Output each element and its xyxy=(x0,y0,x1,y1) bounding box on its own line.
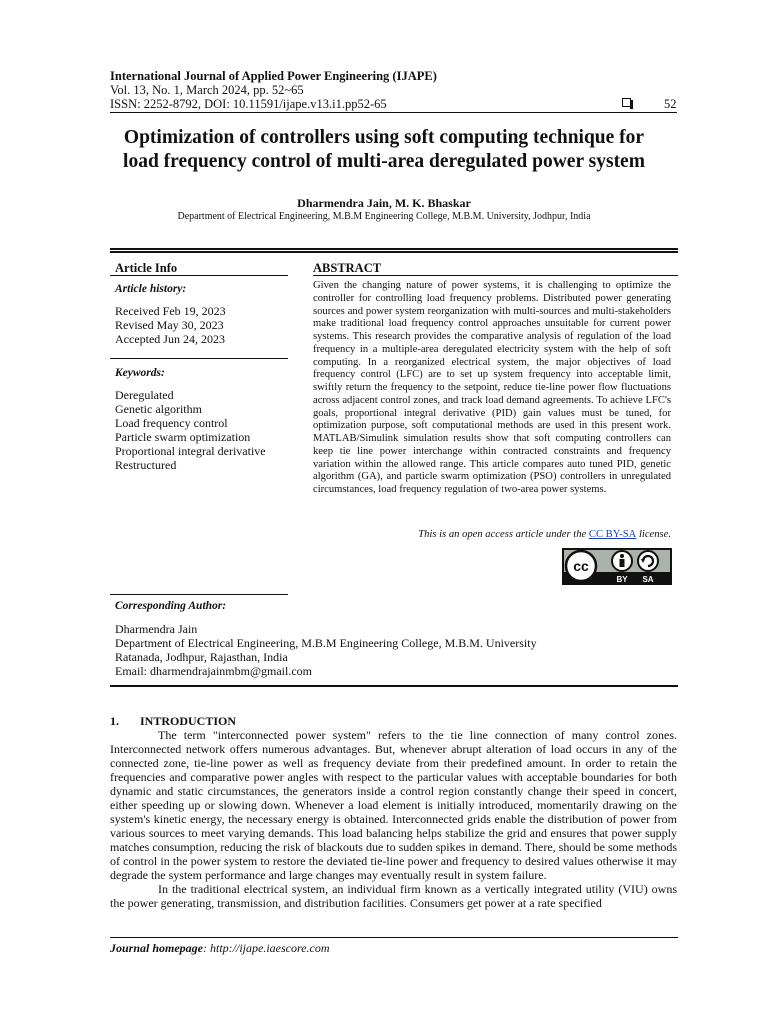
section-rule-bottom xyxy=(110,685,678,687)
introduction-body xyxy=(110,728,677,910)
intro-paragraph-1: The term "interconnected power system" refers to the tie line connection of many control zones. Interconnected network offers numerous advantages. But, whenever abrupt alteration of load occurs in any of the connected zone, tie-line power as well as frequency deviate from their predefined amount. In order to retain the frequencies and comparative power angles with respect to the particular values with acceptable boundaries for both dynamic and static circumstances, the generators inside a control region constantly change their speed in concert, either speeding up or slowing down. Whenever a load element is initially introduced, momentarily drawing on the system's kinetic energy, the necessary energy is obtained. Interconnected grids enable the distribution of power from various sources to meet varying demands. This load balancing helps stabilize the grid and ensures that power supply matches consumption, reducing the risk of blackouts due to sudden spikes in demand. There, should be some methods of control in the power system to restore the deviated tie-line power and frequency to desired values otherwise it may degrade the system performance and large changes may eventually result in system failure. xyxy=(110,728,678,882)
badge-by-label: BY xyxy=(616,575,628,584)
history-accepted: Accepted Jun 24, 2023 xyxy=(115,332,225,346)
section-rule-top xyxy=(110,248,678,250)
keywords-list xyxy=(115,388,266,472)
keyword-item: Particle swarm optimization xyxy=(115,430,251,444)
corresponding-details xyxy=(115,622,537,678)
title-line-2: load frequency control of multi-area deregulated power system xyxy=(123,151,645,172)
open-access-suffix: license. xyxy=(638,529,671,540)
abstract-rule xyxy=(313,275,678,276)
header-rule xyxy=(110,112,677,113)
paper-title xyxy=(60,126,708,174)
keyword-item: Deregulated xyxy=(115,388,174,402)
abstract-text: Given the changing nature of power systems, it is challenging to optimize the controller for controlling load frequency problems. Distributed power generating sources and power system reorganization with multi-sources and multi-stakeholders make traditional load frequency control approaches unsuitable for current power systems. This research provides the comparative analysis of regulation of the load frequency in a multiple-area deregulated electricity system with the help of soft computing. In a reorganized electrical system, the major objectives of load frequency control (LFC) are to set up system frequency into acceptable limit, swiftly return the frequency to the setpoint, reduce tie-line power flow fluctuations across adjacent control zones, and track load demand agreements. To achieve LFC's goals, proportional integral derivative (PID) gain values must be tuned, for optimization purpose, soft computational methods are used in this present work. MATLAB/Simulink simulation results show that soft computing controllers can keep tie line power interchange within contracted constraints and frequency variation within the allowed range. This article compares auto tuned PID, genetic algorithm (GA), and particle swarm optimization (PSO) controllers in unregulated circumstances, load frequency regulation of two-area power systems. xyxy=(313,280,671,495)
svg-text:cc: cc xyxy=(573,558,589,574)
footer-url[interactable]: : http://ijape.iaescore.com xyxy=(203,941,330,955)
keyword-item: Genetic algorithm xyxy=(115,402,202,416)
history-received: Received Feb 19, 2023 xyxy=(115,304,226,318)
volume-info: Vol. 13, No. 1, March 2024, pp. 52~65 xyxy=(110,83,304,97)
corresponding-name: Dharmendra Jain xyxy=(115,622,198,636)
introduction-heading: 1. INTRODUCTION xyxy=(110,714,237,728)
corresponding-heading: Corresponding Author: xyxy=(115,600,227,612)
issn-doi: ISSN: 2252-8792, DOI: 10.11591/ijape.v13.i1.pp52-65 xyxy=(110,97,387,111)
section-rule-top-2 xyxy=(110,251,678,253)
page-number: 52 xyxy=(664,97,677,111)
intro-paragraph-2: In the traditional electrical system, an individual firm known as a vertically integrated utility (VIU) owns the power generating, transmission, and distribution facilities. Consumers get power at a rate specified xyxy=(110,882,677,910)
corresponding-rule xyxy=(110,594,288,595)
footer-label: Journal homepage xyxy=(110,941,204,955)
license-link[interactable]: CC BY-SA xyxy=(588,529,637,540)
article-info-heading: Article Info xyxy=(115,261,178,275)
history-revised: Revised May 30, 2023 xyxy=(115,318,224,332)
badge-sa-label: SA xyxy=(642,575,654,584)
corresponding-email: Email: dharmendrajainmbm@gmail.com xyxy=(115,664,312,678)
article-info-rule xyxy=(110,275,288,276)
cc-badge-icon xyxy=(562,548,672,585)
cc-by-sa-badge[interactable] xyxy=(562,548,672,585)
authors: Dharmendra Jain, M. K. Bhaskar xyxy=(297,196,471,210)
corresponding-address: Ratanada, Jodhpur, Rajasthan, India xyxy=(115,650,288,664)
open-access-note xyxy=(313,529,671,540)
affiliation: Department of Electrical Engineering, M.B.M Engineering College, M.B.M. University, Jodhpur, India xyxy=(177,211,591,222)
keyword-item: Proportional integral derivative xyxy=(115,444,266,458)
journal-name: International Journal of Applied Power Engineering (IJAPE) xyxy=(110,69,437,83)
history-rule xyxy=(110,358,288,359)
title-line-1: Optimization of controllers using soft computing technique for xyxy=(123,127,645,148)
keyword-item: Load frequency control xyxy=(115,416,228,430)
history-heading: Article history: xyxy=(115,283,187,295)
abstract-heading: ABSTRACT xyxy=(313,261,382,275)
journal-homepage xyxy=(110,941,330,956)
footer-rule xyxy=(110,937,678,938)
keyword-item: Restructured xyxy=(115,458,177,472)
open-access-prefix: This is an open access article under the xyxy=(418,529,587,540)
keywords-heading: Keywords: xyxy=(115,367,165,379)
corresponding-dept: Department of Electrical Engineering, M.B.M Engineering College, M.B.M. University xyxy=(115,636,537,650)
history-list xyxy=(115,304,226,346)
square-bullet-icon xyxy=(622,98,631,107)
